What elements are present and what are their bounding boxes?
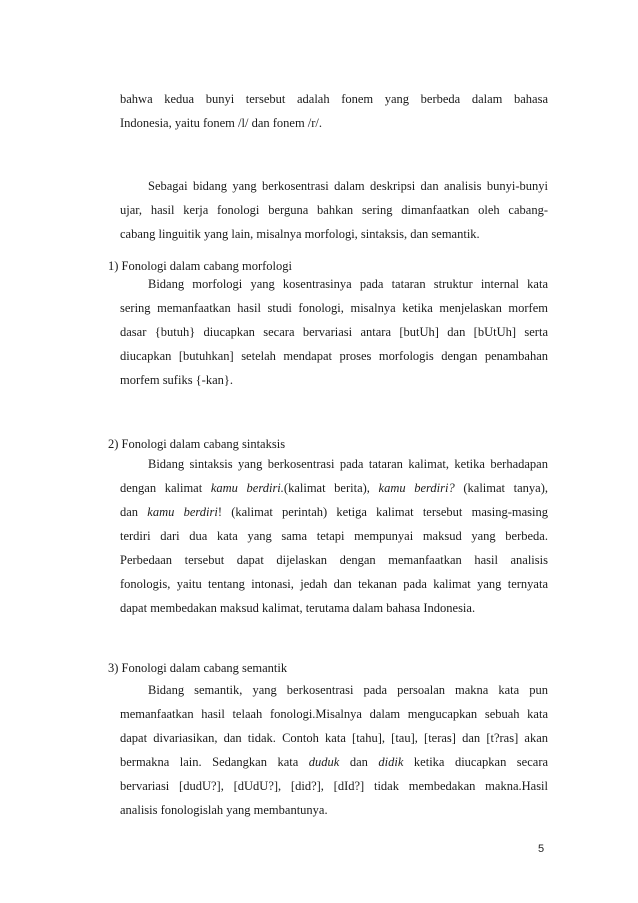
paragraph-1-line-2: ujar, hasil kerja fonologi berguna bahkan sering dimanfaatkan oleh cabang- — [120, 203, 548, 217]
section-3-line-4 — [120, 754, 548, 770]
section-2-line-2-text-c: (kalimat berita), — [283, 481, 370, 495]
section-2-line-2 — [120, 480, 548, 496]
section-2-line-7: dapat membedakan maksud kalimat, terutama dalam bahasa Indonesia. — [120, 601, 476, 615]
page-number: 5 — [538, 843, 545, 855]
section-2-line-4: terdiri dari dua kata yang sama tetapi mempunyai maksud yang berbeda. — [120, 529, 548, 543]
example-word-didik: didik — [378, 755, 404, 769]
section-2-line-3-text-a: dan — [120, 505, 139, 519]
section-3-line-6: analisis fonologislah yang membantunya. — [120, 803, 328, 817]
section-2-line-2-text-a: dengan kalimat — [120, 481, 203, 495]
section-2-line-1: Bidang sintaksis yang berkosentrasi pada tataran kalimat, ketika berhadapan — [148, 457, 548, 471]
section-3-line-4-text-a: bermakna lain. Sedangkan kata — [120, 755, 299, 769]
paragraph-1-line-3: cabang linguitik yang lain, misalnya morfologi, sintaksis, dan semantik. — [120, 227, 480, 241]
section-3-line-2: memanfaatkan hasil telaah fonologi.Misalnya dalam mengucapkan sebuah kata — [120, 707, 548, 721]
section-3-heading: 3) Fonologi dalam cabang semantik — [108, 661, 288, 675]
section-1-heading: 1) Fonologi dalam cabang morfologi — [108, 259, 292, 273]
intro-line-2: Indonesia, yaitu fonem /l/ dan fonem /r/. — [120, 116, 323, 130]
paragraph-1-line-1: Sebagai bidang yang berkosentrasi dalam deskripsi dan analisis bunyi-bunyi — [148, 179, 548, 193]
section-1-line-2: sering memanfaatkan hasil studi fonologi, misalnya ketika menjelaskan morfem — [120, 301, 548, 315]
section-1-line-3: dasar {butuh} diucapkan secara bervariasi antara [butUh] dan [bUtUh] serta — [120, 325, 548, 339]
section-2-line-3-text-c: ! (kalimat perintah) ketiga kalimat tersebut masing-masing — [217, 505, 548, 519]
section-3-line-1: Bidang semantik, yang berkosentrasi pada persoalan makna kata pun — [148, 683, 548, 697]
section-2-line-2-text-e: (kalimat tanya), — [463, 481, 548, 495]
section-2-heading: 2) Fonologi dalam cabang sintaksis — [108, 437, 286, 451]
example-sentence-command: kamu berdiri — [147, 505, 218, 519]
section-3-line-3: dapat divariasikan, dan tidak. Contoh kata [tahu], [tau], [teras] dan [t?ras] akan — [120, 731, 548, 745]
section-2-line-5: Perbedaan tersebut dapat dijelaskan dengan memanfaatkan hasil analisis — [120, 553, 548, 567]
section-2-line-3 — [120, 504, 548, 520]
section-3-line-5: bervariasi [dudU?], [dUdU?], [did?], [dId?] tidak membedakan makna.Hasil — [120, 779, 548, 793]
section-2-line-6: fonologis, yaitu tentang intonasi, jedah dan tekanan pada kalimat yang ternyata — [120, 577, 548, 591]
section-1-line-5: morfem sufiks {-kan}. — [120, 373, 234, 387]
section-3-line-4-text-c: dan — [349, 755, 368, 769]
section-3-line-4-text-e: ketika diucapkan secara — [413, 755, 549, 769]
example-sentence-statement: kamu berdiri. — [210, 481, 284, 495]
section-1-line-1: Bidang morfologi yang kosentrasinya pada tataran struktur internal kata — [148, 277, 548, 291]
section-1-line-4: diucapkan [butuhkan] setelah mendapat proses morfologis dengan penambahan — [120, 349, 548, 363]
example-sentence-question: kamu berdiri? — [378, 481, 455, 495]
example-word-duduk: duduk — [308, 755, 340, 769]
intro-line-1: bahwa kedua bunyi tersebut adalah fonem yang berbeda dalam bahasa — [120, 92, 548, 106]
